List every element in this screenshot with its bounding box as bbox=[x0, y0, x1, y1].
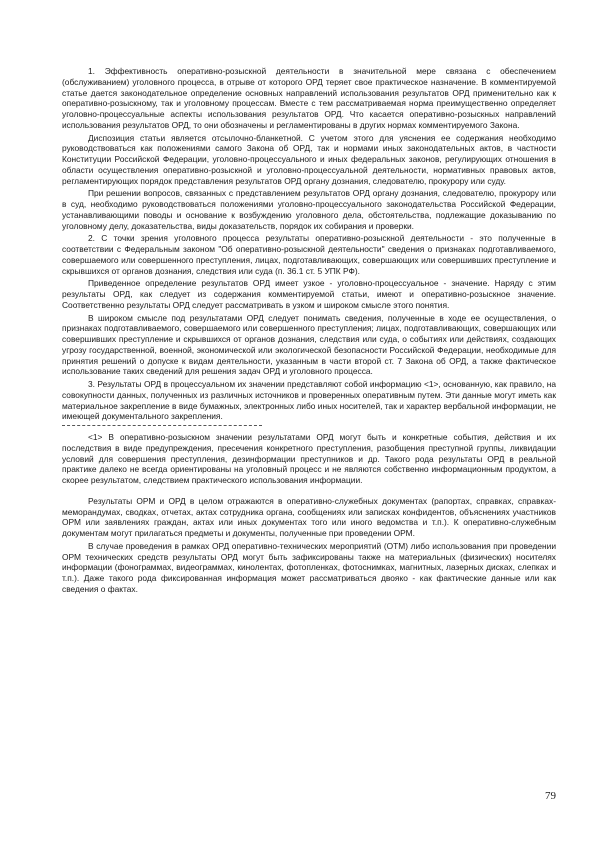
paragraph-1: 1. Эффективность оперативно-розыскной деятельности в значительной мере связана с обеспечением (обслуживанием) уголовного процесса, в отрыве от которого ОРД теряет свое практическое назначение. В комментируемой статье дается законодательное определение основных направлений использования результатов ОРД применительно как к оперативно-розыскному, так и уголовному процессам. Вместе с тем рассматриваемая норма преимущественно определяет уголовно-процессуальные аспекты использования результатов ОРД. Что касается оперативно-розыскных направлений использования результатов ОРД, то они обозначены и регламентированы в других нормах комментируемого Закона. bbox=[62, 66, 556, 130]
paragraph-6: В широком смысле под результатами ОРД следует понимать сведения, полученные в ходе ее осуществления, о признаках подготавливаемого, совершаемого или совершенного преступления; лицах, подготавливающих, совершающих или совершивших преступление и скрывшихся от органов дознания, следствия или суда, о событиях или действиях, создающих угрозу государственной, военной, экономической или экологической безопасности Российской Федерации, необходимые для принятия решений о допуске к видам деятельности, указанным в части второй ст. 7 Закона об ОРД, а также фактическое использование таких сведений для решения задач ОРД и уголовного процесса. bbox=[62, 312, 556, 377]
page-number: 79 bbox=[545, 790, 556, 802]
footnote: <1> В оперативно-розыскном значении результатами ОРД могут быть и конкретные события, действия и их последствия в виде предупреждения, пресечения конкретного преступления, разобщения преступной группы, ликвидации условий для совершения преступления, дезинформации преступников и др. Такого рода результаты ОРД в реальной практике далеко не всегда ориентированы на уголовный процесс и не являются собственно информационным продуктом, а скорее результатом, следствием практического использования информации. bbox=[62, 432, 556, 485]
paragraph-2: Диспозиция статьи является отсылочно-бланкетной. С учетом этого для уяснения ее содержания необходимо руководствоваться как положениями самого Закона об ОРД, так и нормами иных законодательных актов, в частности Конституции Российской Федерации, уголовно-процессуального и иных федеральных законов, регулирующих отношения в области осуществления оперативно-розыскной и уголовно-процессуальной деятельности, нормативных правовых актов, регламентирующих порядок представления результатов ОРД органу дознания, следователю, прокурору или суду. bbox=[62, 132, 556, 186]
paragraph-7: 3. Результаты ОРД в процессуальном их значении представляют собой информацию <1>, основанную, как правило, на совокупности данных, полученных из различных источников и проверенных оперативным путем. Эти данные могут иметь как материальное закрепление в виде бумажных, электронных либо иных носителей, так и характер вербальной информации, не имеющей документального закрепления. bbox=[62, 379, 556, 422]
paragraph-3: При решении вопросов, связанных с представлением результатов ОРД органу дознания, следователю, прокурору или в суд, необходимо руководствоваться положениями уголовно-процессуального законодательства Российской Федерации, устанавливающими поводы и основание к возбуждению уголовного дела, обстоятельства, подлежащие доказыванию по уголовному делу, доказательства, виды доказательств, порядок их собирания и проверки. bbox=[62, 188, 556, 231]
paragraph-8: Результаты ОРМ и ОРД в целом отражаются в оперативно-служебных документах (рапортах, справках, справках-меморандумах, сводках, отчетах, актах сотрудника органа, сообщениях или записках конфидентов, объяснениях участников ОРМ или заявлениях граждан, актах или иных документах того или иного ведомства и т.п.). К оперативно-служебным документам могут прилагаться предметы и документы, полученные при проведении ОРМ. bbox=[62, 495, 556, 538]
paragraph-4: 2. С точки зрения уголовного процесса результаты оперативно-розыскной деятельности - это полученные в соответствии с Федеральным законом "Об оперативно-розыскной деятельности" сведения о признаках подготавливаемого, совершаемого или совершенного преступления, лицах, подготавливающих, совершающих или совершивших преступление и скрывшихся от органов дознания, следствия или суда (п. 36.1 ст. 5 УПК РФ). bbox=[62, 233, 556, 276]
paragraph-9: В случае проведения в рамках ОРД оперативно-технических мероприятий (ОТМ) либо использования при проведении ОРМ технических средств результаты ОРД могут быть зафиксированы также на материальных (физических) носителях информации (фонограммах, видеограммах, кинолентах, фотопленках, фотоснимках, магнитных, лазерных дисках, слепках и т.п.). Даже такого рода фиксированная информация может рассматриваться двояко - как фактические данные или как сведения о фактах. bbox=[62, 540, 556, 594]
document-body bbox=[62, 66, 556, 597]
paragraph-5: Приведенное определение результатов ОРД имеет узкое - уголовно-процессуальное - значение. Наряду с этим результаты ОРД, как следует из содержания комментируемой статьи, имеют и оперативно-розыскное значение. Соответственно результаты ОРД следует рассматривать в узком и широком смысле этого понятия. bbox=[62, 278, 556, 310]
footnote-separator bbox=[62, 425, 262, 426]
